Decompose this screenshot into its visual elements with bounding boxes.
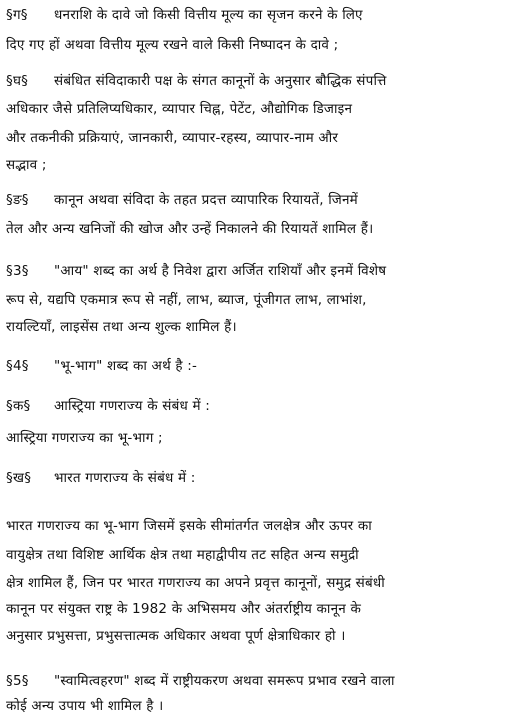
paragraph-3-line [6, 318, 519, 336]
paragraph-india-line [6, 627, 519, 645]
clause-marker: §ङ§ [6, 192, 29, 208]
paragraph-3-line [6, 291, 519, 309]
text-line: अनुसार प्रभुसत्ता, प्रभुसत्तात्मक अधिकार अथवा पूर्ण क्षेत्राधिकार हो । [6, 628, 346, 644]
paragraph-5-line [6, 672, 519, 690]
paragraph-ga-line [6, 6, 519, 24]
paragraph-5-line [6, 697, 519, 715]
paragraph-ka-line [6, 397, 519, 415]
text-line: कोई अन्य उपाय भी शामिल है । [6, 698, 164, 714]
text-line: दिए गए हों अथवा वित्तीय मूल्य रखने वाले किसी निष्पादन के दावे ; [6, 37, 339, 53]
text-line: "स्वामित्वहरण" शब्द में राष्ट्रीयकरण अथवा समरूप प्रभाव रखने वाला [54, 673, 395, 689]
paragraph-3-line [6, 262, 519, 280]
text-line: संबंधित संविदाकारी पक्ष के संगत कानूनों के अनुसार बौद्धिक संपत्ति [54, 73, 387, 89]
clause-marker: §4§ [6, 358, 29, 374]
paragraph-india-line [6, 546, 519, 564]
paragraph-nga-line [6, 220, 519, 238]
text-line: "भू-भाग" शब्द का अर्थ है :- [54, 358, 198, 374]
paragraph-india-line [6, 600, 519, 618]
paragraph-4-line [6, 357, 519, 375]
text-line: भारत गणराज्य का भू-भाग जिसमें इसके सीमांतर्गत जलक्षेत्र और ऊपर का [6, 518, 372, 534]
paragraph-nga-line [6, 191, 519, 209]
text-line: वायुक्षेत्र तथा विशिष्ट आर्थिक क्षेत्र तथा महाद्वीपीय तट सहित अन्य समुद्री [6, 547, 359, 563]
paragraph-gha-line [6, 100, 519, 118]
paragraph-ga-line [6, 36, 519, 54]
text-line: "आय" शब्द का अर्थ है निवेश द्वारा अर्जित राशियाँ और इनमें विशेष [54, 263, 387, 279]
paragraph-kha-line [6, 469, 519, 487]
text-line: कानून पर संयुक्त राष्ट्र के 1982 के अभिसमय और अंतर्राष्ट्रीय कानून के [6, 601, 362, 617]
text-line: तेल और अन्य खनिजों की खोज और उन्हें निकालने की रियायतें शामिल हैं। [6, 221, 374, 237]
text-line: अधिकार जैसे प्रतिलिप्यधिकार, व्यापार चिह्न, पेटेंट, औद्योगिक डिजाइन [6, 101, 353, 117]
clause-marker: §ग§ [6, 7, 28, 23]
text-line: रायल्टियाँ, लाइसेंस तथा अन्य शुल्क शामिल हैं। [6, 319, 237, 335]
paragraph-gha-line [6, 72, 519, 90]
text-line: और तकनीकी प्रक्रियाएं, जानकारी, व्यापार-रहस्य, व्यापार-नाम और [6, 130, 339, 146]
text-line: भारत गणराज्य के संबंध में : [54, 470, 196, 486]
text-line: कानून अथवा संविदा के तहत प्रदत्त व्यापारिक रियायतें, जिनमें [54, 192, 358, 208]
clause-marker: §क§ [6, 398, 31, 414]
paragraph-gha-line [6, 156, 519, 174]
text-line: सद्भाव ; [6, 157, 47, 173]
clause-marker: §5§ [6, 673, 29, 689]
text-line: रूप से, यद्यपि एकमात्र रूप से नहीं, लाभ, ब्याज, पूंजीगत लाभ, लाभांश, [6, 292, 367, 308]
clause-marker: §घ§ [6, 73, 29, 89]
paragraph-india-line [6, 574, 519, 592]
text-line: धनराशि के दावे जो किसी वित्तीय मूल्य का सृजन करने के लिए [54, 7, 363, 23]
clause-marker: §3§ [6, 263, 29, 279]
paragraph-india-line [6, 517, 519, 535]
text-line: आस्ट्रिया गणराज्य का भू-भाग ; [6, 430, 163, 446]
paragraph-austria-line [6, 429, 519, 447]
text-line: आस्ट्रिया गणराज्य के संबंध में : [54, 398, 210, 414]
clause-marker: §ख§ [6, 470, 32, 486]
paragraph-gha-line [6, 129, 519, 147]
text-line: क्षेत्र शामिल हैं, जिन पर भारत गणराज्य का अपने प्रवृत्त कानूनों, समुद्र संबंधी [6, 575, 385, 591]
